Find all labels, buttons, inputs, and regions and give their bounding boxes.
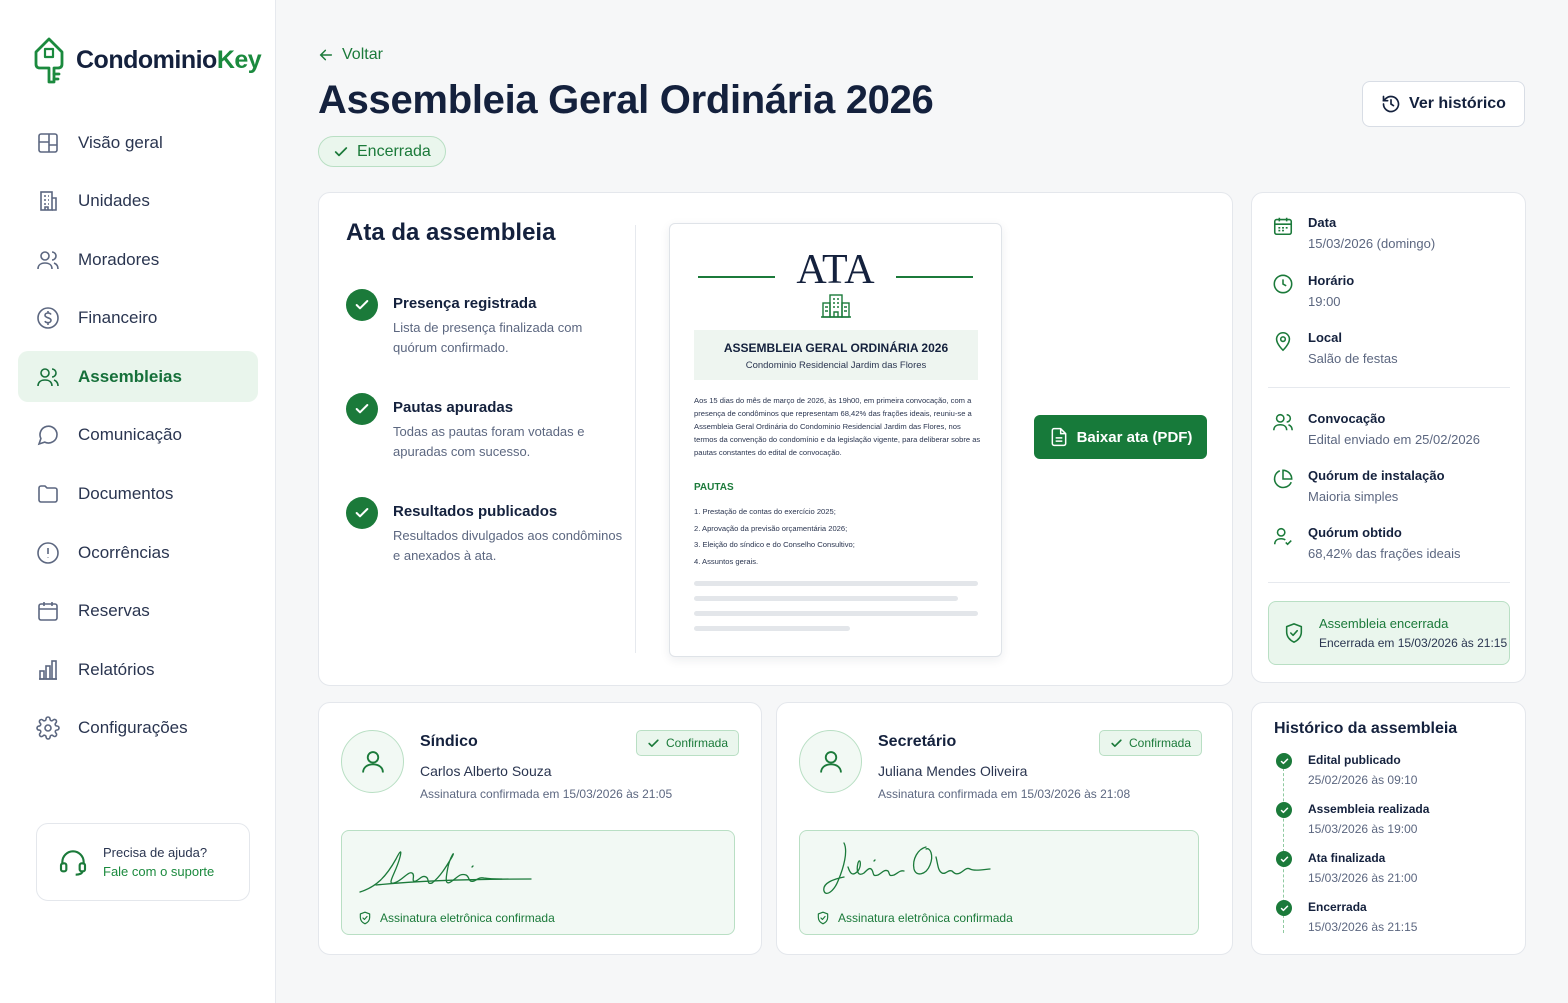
page-title: Assembleia Geral Ordinária 2026 (318, 78, 934, 122)
sidebar-item-comunicacao[interactable] (18, 410, 258, 461)
detail-label: Local (1308, 330, 1342, 345)
history-icon (1381, 94, 1401, 114)
folder-icon (36, 482, 60, 506)
check-circle-icon (1276, 802, 1292, 818)
users-icon (36, 248, 60, 272)
detail-label: Quórum obtido (1308, 525, 1402, 540)
step-item (346, 497, 623, 566)
timeline-item (1276, 900, 1417, 934)
sidebar-item-label: Unidades (78, 191, 150, 211)
arrow-left-icon (318, 47, 334, 63)
calendar-icon (1272, 215, 1294, 237)
sidebar-item-documentos[interactable] (18, 469, 258, 520)
timeline-time: 15/03/2026 às 21:00 (1308, 871, 1418, 885)
headset-icon (57, 846, 89, 878)
text-placeholder-line (694, 626, 850, 631)
back-label: Voltar (342, 46, 383, 63)
document-heading: ATA (796, 247, 875, 293)
closed-title: Assembleia encerrada (1319, 616, 1449, 631)
users-icon (36, 365, 60, 389)
detail-value: Edital enviado em 25/02/2026 (1308, 432, 1481, 447)
signer-role: Síndico (420, 733, 478, 750)
sidebar-item-label: Financeiro (78, 308, 158, 328)
download-minutes-button[interactable] (1034, 415, 1207, 459)
check-icon (647, 737, 660, 750)
sidebar-item-relatorios[interactable] (18, 644, 258, 695)
detail-location (1272, 330, 1398, 366)
divider (1268, 582, 1510, 583)
dashboard-icon (36, 131, 60, 155)
text-placeholder-line (694, 596, 958, 601)
user-check-icon (1272, 525, 1294, 547)
file-icon (1049, 427, 1069, 447)
signer-name: Carlos Alberto Souza (420, 763, 552, 779)
timeline-label: Encerrada (1308, 900, 1367, 914)
sidebar-item-label: Documentos (78, 484, 174, 504)
house-key-logo-icon (32, 34, 68, 86)
signer-role: Secretário (878, 733, 957, 750)
confirmed-badge (636, 730, 739, 756)
agenda-item: 2. Aprovação da previsão orçamentária 2026; (694, 523, 848, 533)
signature-box (799, 830, 1199, 935)
signature-card-secretario (776, 702, 1233, 955)
confirmed-label: Confirmada (666, 736, 729, 750)
step-desc: Todas as pautas foram votadas e apuradas com sucesso. (393, 424, 585, 459)
check-circle-icon (1276, 900, 1292, 916)
view-history-button[interactable] (1362, 81, 1525, 127)
detail-value: Salão de festas (1308, 351, 1398, 366)
timeline-label: Ata finalizada (1308, 851, 1386, 865)
bar-chart-icon (36, 658, 60, 682)
minutes-document-preview[interactable] (669, 223, 1002, 657)
agenda-item: 3. Eleição do síndico e do Conselho Consultivo; (694, 540, 855, 549)
step-desc: Lista de presença finalizada com quórum confirmado. (393, 320, 583, 355)
sidebar-item-visao-geral[interactable] (18, 117, 258, 168)
logo[interactable] (32, 34, 261, 86)
alert-circle-icon (36, 541, 60, 565)
agenda-list (694, 507, 855, 573)
pie-chart-icon (1272, 468, 1294, 490)
sidebar-item-label: Relatórios (78, 659, 155, 679)
closed-subtitle: Encerrada em 15/03/2026 às 21:15 (1319, 636, 1508, 650)
detail-label: Convocação (1308, 411, 1386, 426)
detail-value: Maioria simples (1308, 489, 1399, 504)
sidebar-item-configuracoes[interactable] (18, 703, 258, 754)
timeline-item (1276, 802, 1429, 836)
users-icon (1272, 411, 1294, 433)
step-title: Pautas apuradas (393, 399, 514, 416)
sidebar (0, 0, 276, 1003)
detail-value: 68,42% das frações ideais (1308, 546, 1461, 561)
sidebar-item-label: Moradores (78, 249, 160, 269)
document-paragraph: Aos 15 dias do mês de março de 2026, às 19h00, em primeira convocação, com a presença de condôminos que representam 68,42% das frações ideais, reuniu-se a Assembleia Geral Ordinária do Condominio Residencial Jardim das Flores, nos termos da convenção do condomínio e da legislação vigente, para deliberar sobre as pautas constantes do edital de convocação. (694, 396, 981, 457)
sidebar-item-label: Ocorrências (78, 542, 170, 562)
timeline-label: Assembleia realizada (1308, 802, 1430, 816)
avatar (799, 730, 862, 793)
timeline-time: 15/03/2026 às 21:15 (1308, 920, 1418, 934)
agenda-label: PAUTAS (694, 482, 734, 493)
map-pin-icon (1272, 330, 1294, 352)
confirmed-badge (1099, 730, 1202, 756)
gear-icon (36, 716, 60, 740)
signature-timestamp: Assinatura confirmada em 15/03/2026 às 21:05 (420, 787, 673, 801)
sidebar-item-label: Configurações (78, 718, 188, 738)
divider (635, 225, 636, 653)
check-icon (333, 144, 349, 160)
confirmed-label: Confirmada (1129, 736, 1192, 750)
main-nav (18, 117, 258, 762)
sidebar-item-unidades[interactable] (18, 176, 258, 227)
step-title: Presença registrada (393, 295, 537, 312)
brand-name: CondominioKey (76, 45, 262, 74)
step-item (346, 393, 623, 462)
detail-time (1272, 273, 1354, 309)
detail-call (1272, 411, 1480, 447)
detail-label: Data (1308, 215, 1337, 230)
status-label: Encerrada (357, 142, 431, 160)
text-placeholder-line (694, 611, 978, 616)
check-circle-icon (346, 289, 378, 321)
chat-bubble-icon (36, 423, 60, 447)
shield-check-icon (1283, 622, 1305, 644)
detail-quorum-required (1272, 468, 1445, 504)
detail-value: 15/03/2026 (domingo) (1308, 236, 1436, 251)
view-history-label: Ver histórico (1409, 95, 1506, 112)
signature-footer (358, 911, 555, 925)
detail-date (1272, 215, 1435, 251)
calendar-icon (36, 599, 60, 623)
signer-name: Juliana Mendes Oliveira (878, 763, 1028, 779)
support-link[interactable]: Fale com o suporte (103, 864, 215, 879)
signature-footer-label: Assinatura eletrônica confirmada (838, 911, 1013, 925)
agenda-item: 1. Prestação de contas do exercício 2025; (694, 507, 836, 516)
clock-icon (1272, 273, 1294, 295)
handwritten-signature (356, 837, 536, 897)
sidebar-item-label: Assembleias (78, 366, 182, 386)
detail-label: Horário (1308, 273, 1355, 288)
timeline-item (1276, 851, 1417, 885)
sidebar-item-financeiro[interactable] (18, 293, 258, 344)
agenda-item: 4. Assuntos gerais. (694, 556, 759, 566)
detail-quorum-obtained (1272, 525, 1460, 561)
sidebar-item-ocorrencias[interactable] (18, 527, 258, 578)
step-title: Resultados publicados (393, 503, 558, 520)
sidebar-item-label: Visão geral (78, 132, 163, 152)
check-circle-icon (1276, 851, 1292, 867)
history-title: Histórico da assembleia (1274, 720, 1458, 737)
help-card[interactable] (36, 823, 250, 901)
timeline-time: 25/02/2026 às 09:10 (1308, 773, 1418, 787)
signature-timestamp: Assinatura confirmada em 15/03/2026 às 21:08 (878, 787, 1131, 801)
detail-label: Quórum de instalação (1308, 468, 1445, 483)
details-card (1251, 192, 1526, 683)
check-circle-icon (346, 497, 378, 529)
divider (1268, 387, 1510, 388)
timeline-time: 15/03/2026 às 19:00 (1308, 822, 1418, 836)
user-icon (817, 748, 845, 776)
status-badge (318, 136, 446, 167)
check-icon (1110, 737, 1123, 750)
signature-card-sindico (318, 702, 762, 955)
timeline-label: Edital publicado (1308, 753, 1401, 767)
step-desc: Resultados divulgados aos condôminos e anexados à ata. (393, 528, 623, 563)
avatar (341, 730, 404, 793)
minutes-title: Ata da assembleia (346, 219, 556, 246)
sidebar-item-reservas[interactable] (18, 586, 258, 637)
step-item (346, 289, 623, 358)
dollar-circle-icon (36, 306, 60, 330)
minutes-card (318, 192, 1233, 686)
document-banner-subtitle: Condominio Residencial Jardim das Flores (745, 360, 927, 371)
download-label: Baixar ata (PDF) (1076, 428, 1193, 446)
handwritten-signature (814, 837, 1014, 899)
document-banner-title: ASSEMBLEIA GERAL ORDINÁRIA 2026 (723, 341, 949, 355)
sidebar-item-label: Comunicação (78, 425, 182, 445)
back-link[interactable] (318, 46, 383, 64)
help-title: Precisa de ajuda? (103, 845, 208, 860)
history-card (1251, 702, 1526, 955)
sidebar-item-assembleias[interactable] (18, 351, 258, 402)
text-placeholder-line (694, 581, 978, 586)
check-circle-icon (1276, 753, 1292, 769)
user-icon (359, 748, 387, 776)
building-icon (821, 293, 851, 319)
closed-status-box (1268, 601, 1510, 665)
shield-check-icon (816, 911, 830, 925)
sidebar-item-moradores[interactable] (18, 234, 258, 285)
sidebar-item-label: Reservas (78, 601, 150, 621)
shield-check-icon (358, 911, 372, 925)
signature-footer-label: Assinatura eletrônica confirmada (380, 911, 555, 925)
detail-value: 19:00 (1308, 294, 1341, 309)
document-banner (694, 330, 978, 380)
building-icon (36, 189, 60, 213)
signature-footer (816, 911, 1013, 925)
timeline-item (1276, 753, 1417, 787)
signature-box (341, 830, 735, 935)
check-circle-icon (346, 393, 378, 425)
